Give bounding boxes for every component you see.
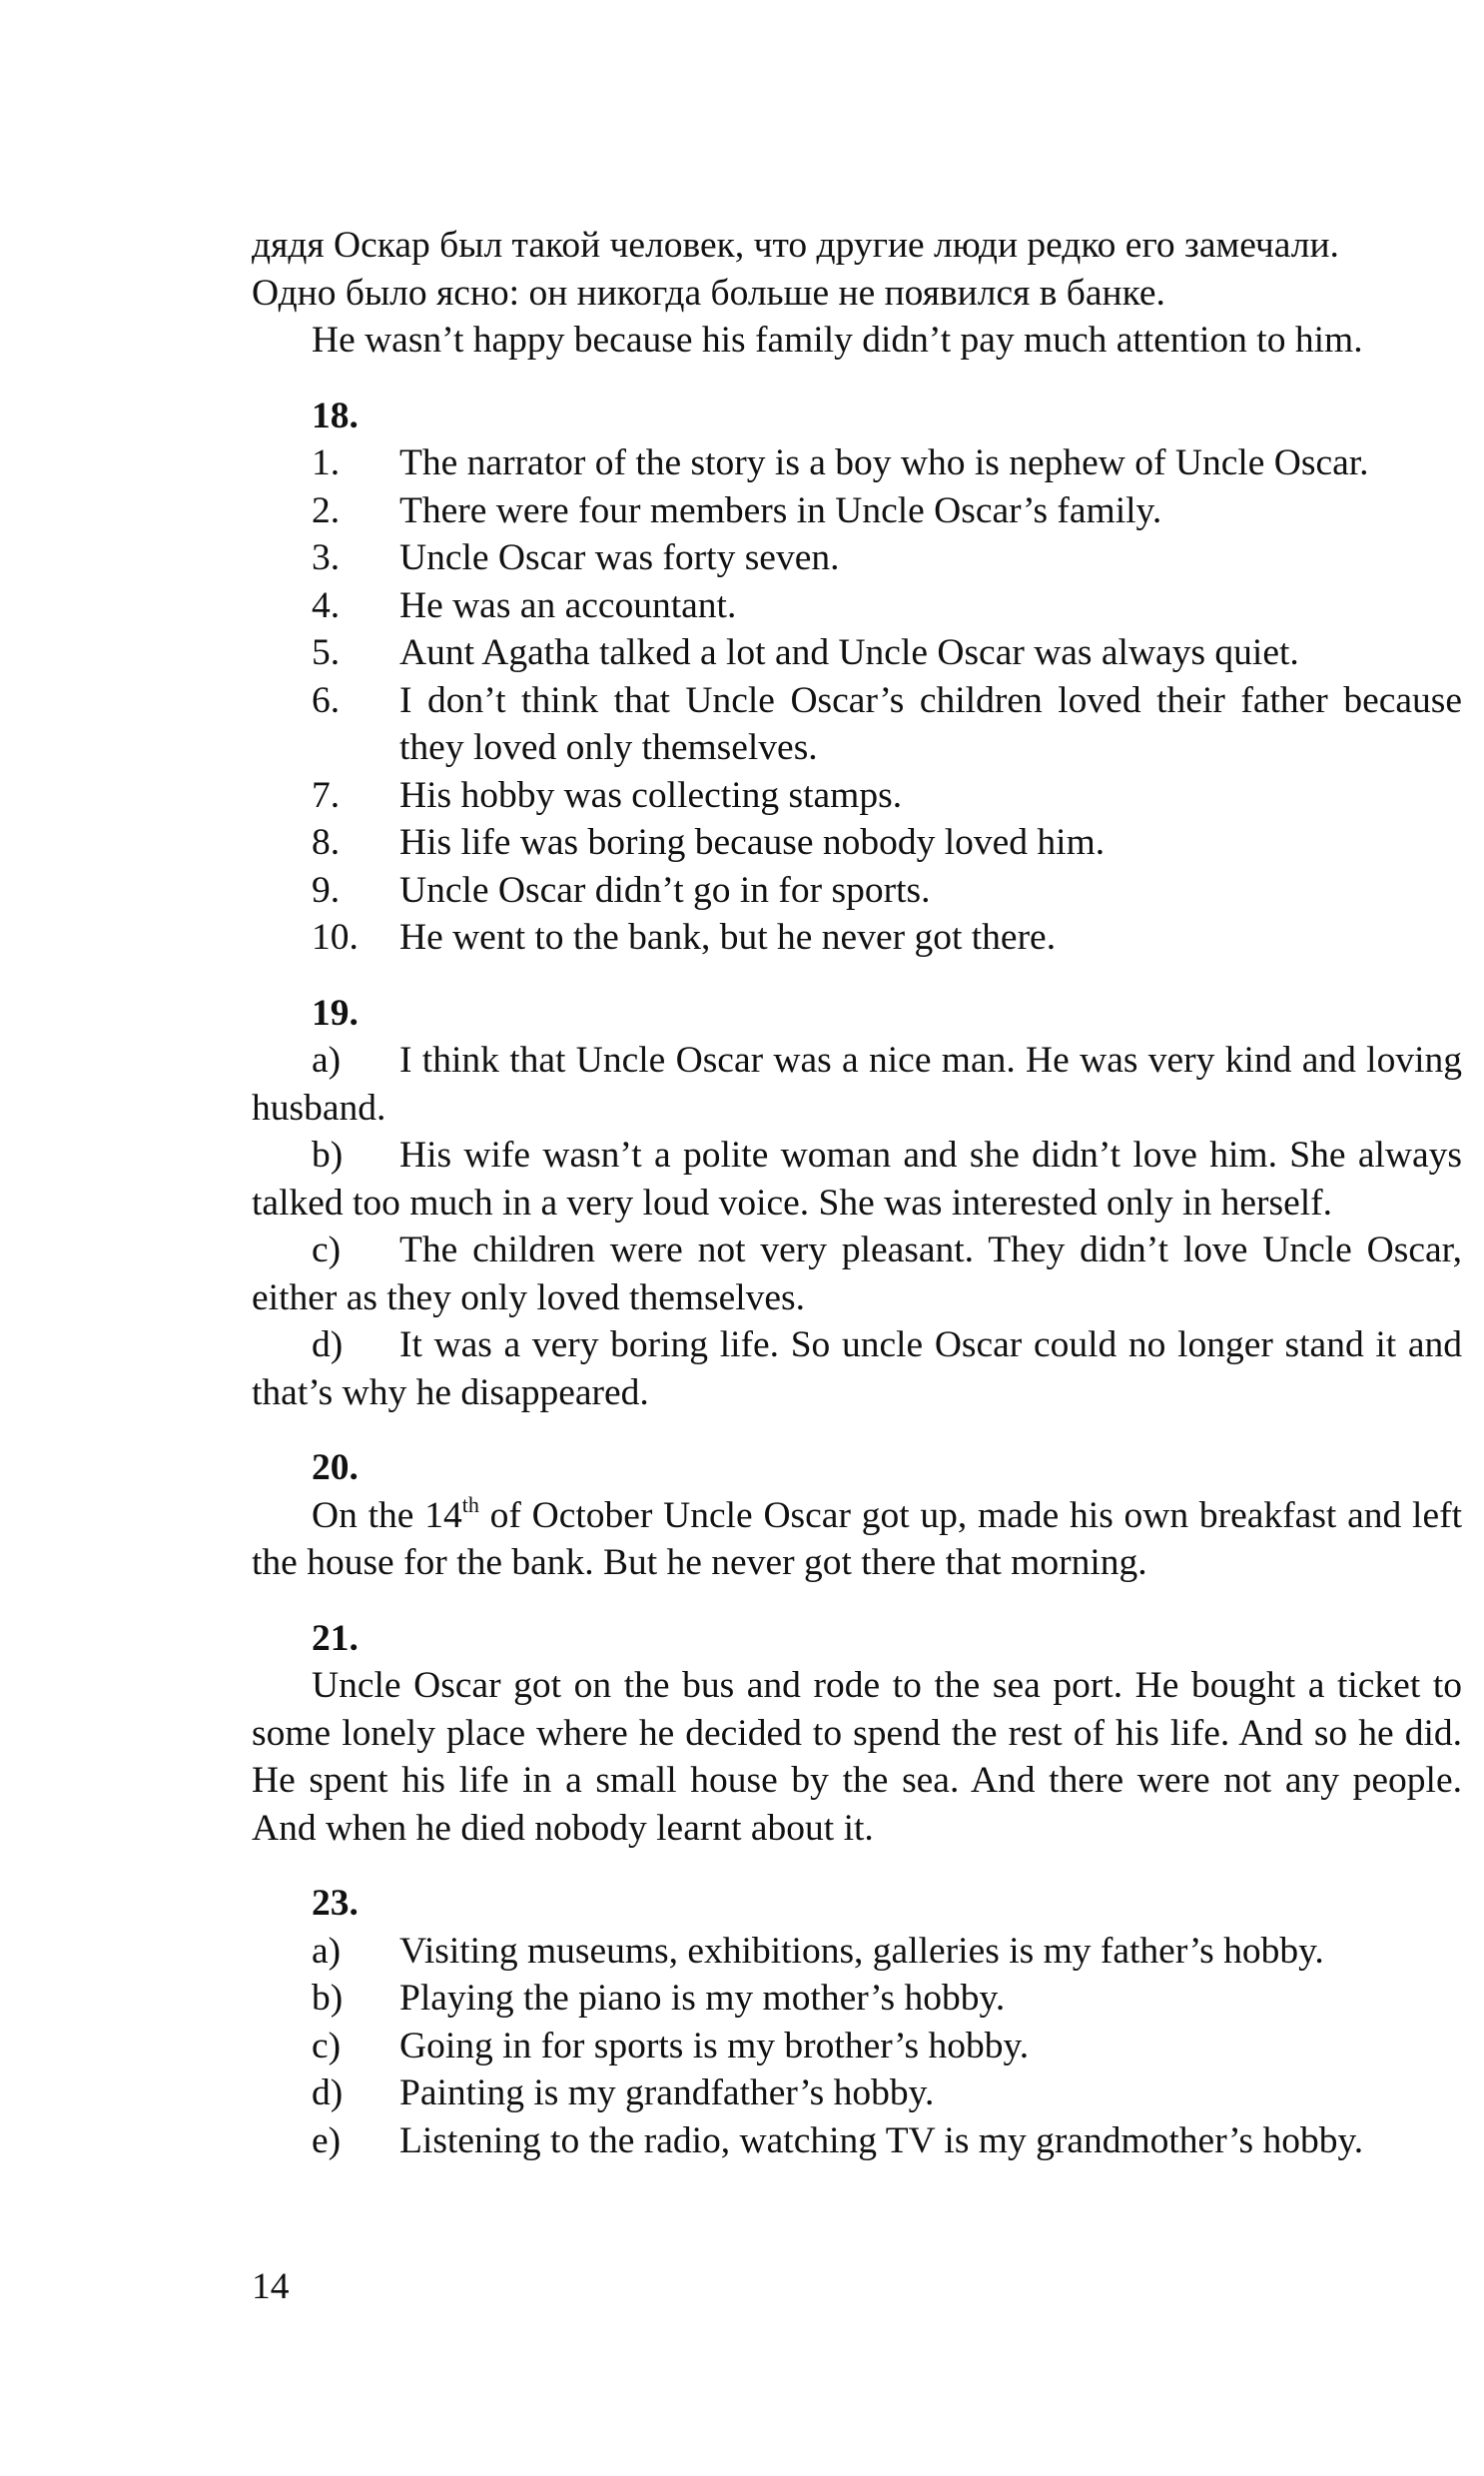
list-item: [252, 534, 1462, 582]
item-letter: d): [312, 1324, 344, 1365]
item-number: 8.: [312, 822, 341, 863]
list-item: [252, 1975, 1462, 2023]
list-item: [252, 2023, 1462, 2070]
list-item: [252, 439, 1462, 487]
section-18-list: [252, 439, 1462, 962]
item-letter: a): [312, 1040, 342, 1081]
item-text: Visiting museums, exhibitions, galleries is my father’s hobby.: [399, 1930, 1324, 1972]
intro-line-1: дядя Оскар был такой человек, что другие люди редко его замечали.: [252, 225, 1339, 266]
item-number: 4.: [312, 584, 341, 626]
list-item: [252, 772, 1462, 820]
item-text: Uncle Oscar didn’t go in for sports.: [399, 869, 931, 911]
list-item: [252, 677, 1462, 772]
list-item: [252, 582, 1462, 630]
item-text: I think that Uncle Oscar was a nice man. He was very kind and loving husband.: [252, 1040, 1462, 1129]
item-text: Going in for sports is my brother’s hobby.: [399, 2025, 1030, 2066]
paragraph-19c: [252, 1227, 1462, 1321]
item-text: His wife wasn’t a polite woman and she didn’t love him. She always talked too much in a very loud voice. She was interested only in herself.: [252, 1135, 1462, 1224]
list-item: [252, 2117, 1462, 2165]
section-21-heading: 21.: [312, 1617, 359, 1659]
item-text: Painting is my grandfather’s hobby.: [399, 2072, 935, 2113]
list-item: [252, 819, 1462, 867]
list-item: [252, 867, 1462, 915]
text-after: of October Uncle Oscar got up, made his own breakfast and left the house for the bank. But he never got there that morning.: [252, 1494, 1462, 1583]
item-text: He went to the bank, but he never got there.: [399, 917, 1057, 958]
superscript: th: [461, 1491, 479, 1517]
item-number: 9.: [312, 869, 341, 911]
item-number: 7.: [312, 774, 341, 816]
item-letter: c): [312, 1230, 342, 1270]
item-text: His hobby was collecting stamps.: [399, 774, 903, 816]
item-text: Uncle Oscar was forty seven.: [399, 537, 840, 578]
item-text: I don’t think that Uncle Oscar’s children loved their father because they loved only themselves.: [399, 679, 1462, 768]
item-text: Aunt Agatha talked a lot and Uncle Oscar was always quiet.: [399, 632, 1299, 673]
item-letter: b): [312, 1978, 344, 2019]
text-before: On the 14: [312, 1494, 462, 1536]
list-item: [252, 2069, 1462, 2117]
item-number: 10.: [312, 917, 359, 958]
item-text: The children were not very pleasant. They didn’t love Uncle Oscar, either as they only loved themselves.: [252, 1230, 1462, 1318]
section-20-heading: 20.: [312, 1447, 359, 1488]
item-text: The narrator of the story is a boy who is nephew of Uncle Oscar.: [399, 442, 1369, 483]
paragraph-19d: [252, 1321, 1462, 1416]
item-text: Playing the piano is my mother’s hobby.: [399, 1978, 1006, 2019]
item-text: There were four members in Uncle Oscar’s family.: [399, 489, 1162, 531]
item-text: His life was boring because nobody loved him.: [399, 822, 1106, 863]
list-item: [252, 629, 1462, 677]
intro-line-2: Одно было ясно: он никогда больше не появился в банке.: [252, 272, 1165, 314]
section-19-heading: 19.: [312, 992, 359, 1034]
item-number: 5.: [312, 632, 341, 673]
section-18-heading: 18.: [312, 395, 359, 436]
item-letter: d): [312, 2072, 344, 2113]
item-number: 1.: [312, 442, 341, 483]
item-text: It was a very boring life. So uncle Oscar could no longer stand it and that’s why he disappeared.: [252, 1324, 1462, 1413]
section-23-list: [252, 1928, 1462, 2165]
paragraph-19b: [252, 1132, 1462, 1227]
item-text: He was an accountant.: [399, 584, 737, 626]
item-letter: e): [312, 2119, 342, 2161]
list-item: [252, 914, 1462, 962]
section-23-heading: 23.: [312, 1883, 359, 1924]
item-letter: b): [312, 1135, 344, 1176]
paragraph-20: [252, 1492, 1462, 1587]
page-content: [252, 222, 1462, 2164]
page-number: 14: [252, 2266, 290, 2307]
list-item: [252, 487, 1462, 535]
item-number: 3.: [312, 537, 341, 578]
paragraph-21: Uncle Oscar got on the bus and rode to the sea port. He bought a ticket to some lonely place where he decided to spend the rest of his life. And so he did. He spent his life in a small house by the sea. And there were not any people. And when he died nobody learnt about it.: [252, 1665, 1462, 1849]
item-number: 6.: [312, 679, 341, 721]
list-item: [252, 1928, 1462, 1976]
item-number: 2.: [312, 489, 341, 531]
paragraph-19a: [252, 1037, 1462, 1132]
item-text: Listening to the radio, watching TV is my grandmother’s hobby.: [399, 2119, 1364, 2161]
item-letter: c): [312, 2025, 342, 2066]
intro-line-3: He wasn’t happy because his family didn’t pay much attention to him.: [312, 320, 1363, 361]
item-letter: a): [312, 1930, 342, 1972]
